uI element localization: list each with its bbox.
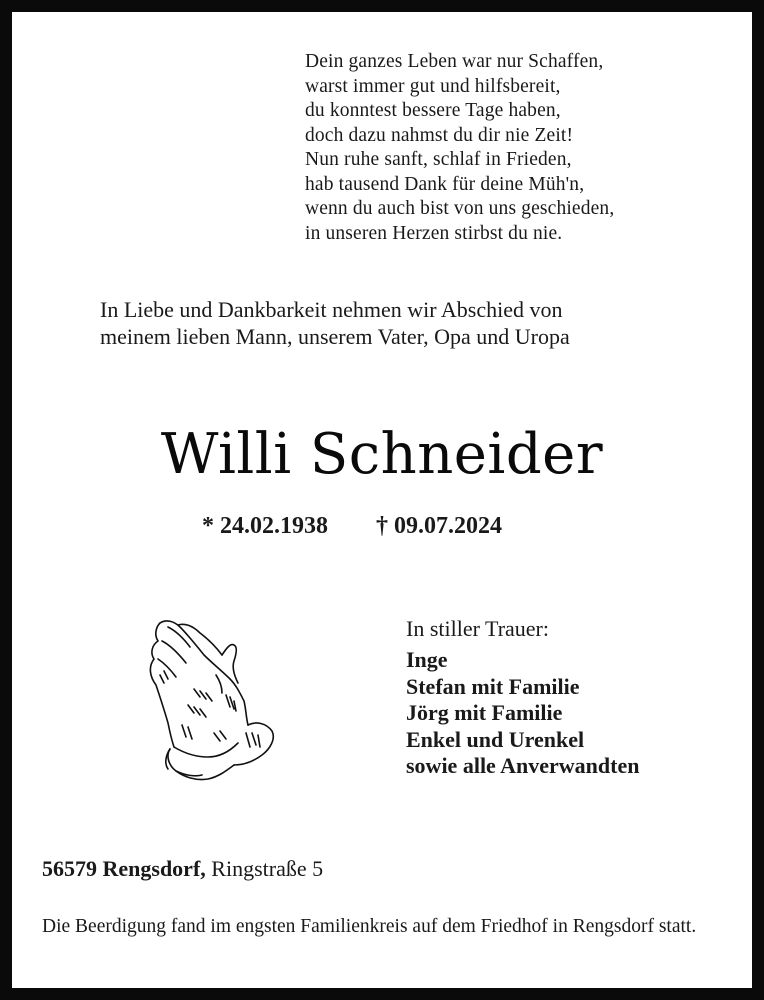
memorial-poem [305, 50, 614, 246]
deceased-name: Willi Schneider [160, 422, 604, 487]
poem-line: doch dazu nahmst du dir nie Zeit! [305, 124, 574, 146]
poem-line: Dein ganzes Leben war nur Schaffen, [305, 51, 604, 72]
obituary-notice [12, 12, 752, 988]
intro-line: In Liebe und Dankbarkeit nehmen wir Abschied von [100, 297, 563, 322]
funeral-note: Die Beerdigung fand im engsten Familienkreis auf dem Friedhof in Rengsdorf statt. [42, 916, 697, 937]
death-date: † 09.07.2024 [376, 513, 502, 539]
mourning-heading: In stiller Trauer: [406, 616, 549, 641]
mourner-name: Enkel und Urenkel [406, 726, 585, 752]
family-address [42, 855, 323, 883]
mourner-list [406, 647, 639, 780]
birth-date: * 24.02.1938 [202, 513, 328, 539]
farewell-intro [100, 296, 570, 350]
poem-line: Nun ruhe sanft, schlaf in Frieden, [305, 149, 572, 170]
poem-line: du konntest bessere Tage haben, [305, 100, 561, 121]
mourners-block [406, 615, 639, 780]
intro-line: meinem lieben Mann, unserem Vater, Opa und Uropa [100, 324, 570, 349]
address-city: 56579 Rengsdorf, [42, 856, 206, 881]
mourner-name: Inge [406, 647, 448, 672]
mourner-name: sowie alle Anverwandten [406, 753, 640, 778]
poem-line: wenn du auch bist von uns geschieden, [305, 198, 615, 219]
poem-line: in unseren Herzen stirbst du nie. [305, 222, 563, 244]
address-street: Ringstraße 5 [211, 856, 324, 881]
mourner-name: Stefan mit Familie [406, 673, 580, 699]
poem-line: warst immer gut und hilfsbereit, [305, 75, 561, 97]
life-dates [202, 512, 502, 540]
mourner-name: Jörg mit Familie [406, 700, 563, 725]
praying-hands-icon [130, 605, 280, 787]
poem-line: hab tausend Dank für deine Müh'n, [305, 173, 585, 195]
